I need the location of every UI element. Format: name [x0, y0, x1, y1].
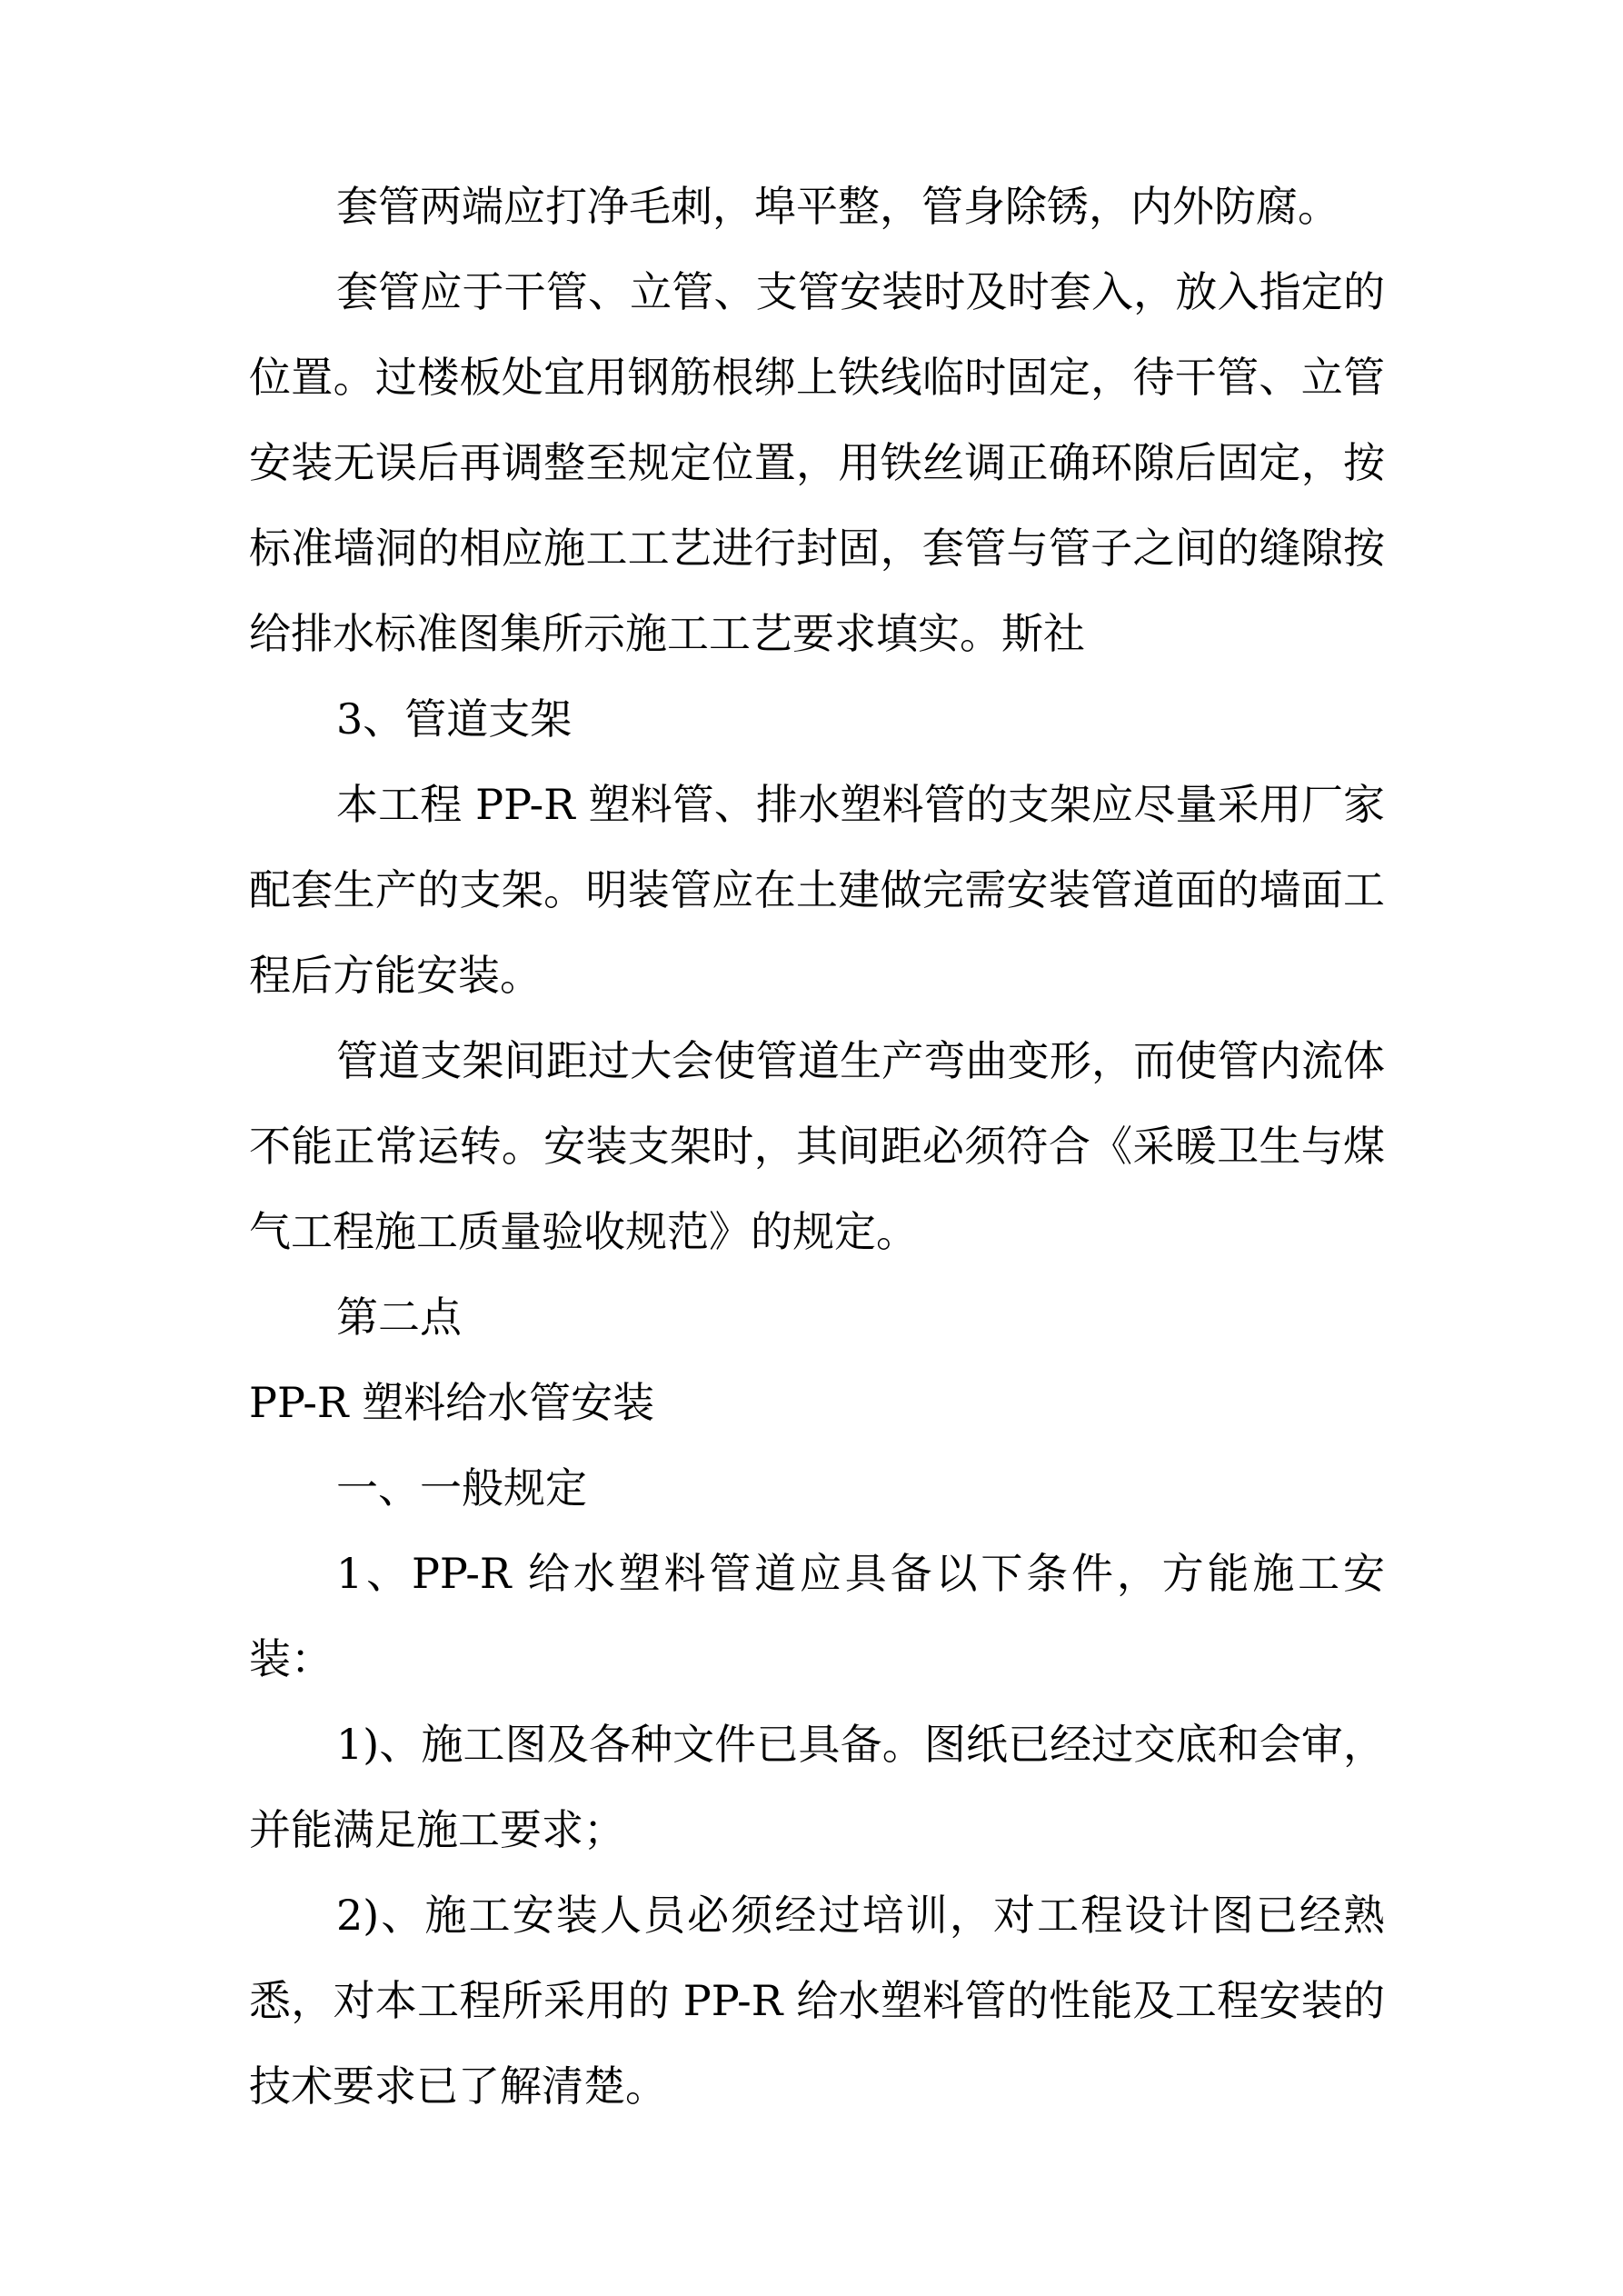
paragraph-conditions: 1、PP-R 给水塑料管道应具备以下条件，方能施工安装：: [249, 1549, 1385, 1683]
paragraph-casing-deburr: 套管两端应打净毛刺，埠平整，管身除锈，内外防腐。: [336, 182, 1339, 231]
paragraph-support-spacing: 管道支架间距过大会使管道生产弯曲变形，而使管内流体不能正常运转。安装支架时，其间距必须符合《采暖卫生与煤气工程施工质量验收规范》的规定。: [249, 1036, 1385, 1256]
document-page: [249, 164, 1385, 2129]
heading-general-rules: 一、一般规定: [336, 1463, 587, 1512]
list-item-staff-trained: 2)、施工安装人员必须经过培训，对工程设计图已经熟悉，对本工程所采用的 PP-R 给水塑料管的性能及工程安装的技术要求已了解清楚。: [249, 1891, 1385, 2111]
heading-pipe-support: 3、管道支架: [336, 694, 573, 744]
heading-ppr-installation: PP-R 塑料给水管安装: [249, 1378, 655, 1427]
list-item-drawings-ready: 1)、施工图及各种文件已具备。图纸已经过交底和会审，并能满足施工要求；: [249, 1720, 1385, 1854]
paragraph-casing-install: 套管应于干管、立管、支管安装时及时套入，放入指定的位置。过楼板处宜用钢筋根绑上铁线临时固定，待干管、立管安装无误后再调整至规定位置，用铁丝调正确环隙后固定，按标准墙洞的相应施工工艺进行封固，套管与管子之间的缝隙按给排水标准图集所示施工工艺要求填实。斯社: [249, 267, 1385, 658]
heading-second-point: 第二点: [336, 1293, 462, 1342]
paragraph-support-supply: 本工程 PP-R 塑料管、排水塑料管的支架应尽量采用厂家配套生产的支架。明装管应在土建做完需安装管道面的墙面工程后方能安装。: [249, 780, 1385, 1000]
